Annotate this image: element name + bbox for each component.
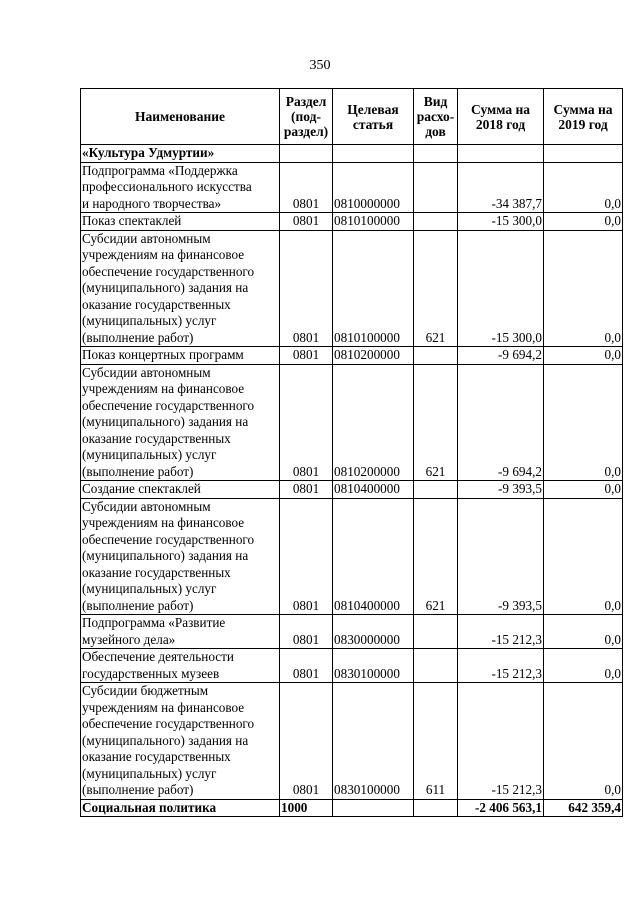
header-section: Раздел (под-раздел) <box>280 89 333 145</box>
row-name: Субсидии автономным учреждениям на финансовое обеспечение государственного (муниципального) задания на оказание государственных (муниципальных) услуг (выполнение работ) <box>81 364 280 481</box>
row-section <box>280 145 333 163</box>
header-target: Целевая статья <box>333 89 414 145</box>
header-sum-2019: Сумма на 2019 год <box>544 89 623 145</box>
row-section: 0801 <box>280 213 333 231</box>
row-sum-2018: -15 300,0 <box>458 213 544 231</box>
table-row <box>81 615 623 649</box>
row-sum-2019: 0,0 <box>544 213 623 231</box>
row-target: 0810000000 <box>333 162 414 213</box>
table-row <box>81 145 623 163</box>
row-section: 1000 <box>280 799 333 817</box>
table-row <box>81 498 623 615</box>
row-target <box>333 799 414 817</box>
header-type: Вид расхо-дов <box>414 89 458 145</box>
row-section: 0801 <box>280 615 333 649</box>
row-sum-2019: 0,0 <box>544 364 623 481</box>
table-row <box>81 347 623 365</box>
row-sum-2019: 0,0 <box>544 481 623 499</box>
row-name: Субсидии бюджетным учреждениям на финансовое обеспечение государственного (муниципального) задания на оказание государственных (муниципальных) услуг (выполнение работ) <box>81 683 280 800</box>
row-name: «Культура Удмуртии» <box>81 145 280 163</box>
row-name: Подпрограмма «Поддержка профессионального искусства и народного творчества» <box>81 162 280 213</box>
row-target: 0810200000 <box>333 347 414 365</box>
table-row <box>81 162 623 213</box>
table-row <box>81 230 623 347</box>
row-name: Показ спектаклей <box>81 213 280 231</box>
row-target: 0810400000 <box>333 481 414 499</box>
row-section: 0801 <box>280 481 333 499</box>
header-sum-2018: Сумма на 2018 год <box>458 89 544 145</box>
row-section: 0801 <box>280 230 333 347</box>
row-target: 0830000000 <box>333 615 414 649</box>
row-sum-2019: 0,0 <box>544 230 623 347</box>
row-type <box>414 162 458 213</box>
row-target: 0810400000 <box>333 498 414 615</box>
row-sum-2019 <box>544 145 623 163</box>
row-sum-2019: 642 359,4 <box>544 799 623 817</box>
row-section: 0801 <box>280 347 333 365</box>
row-type: 621 <box>414 498 458 615</box>
row-sum-2018: -15 212,3 <box>458 683 544 800</box>
row-type <box>414 615 458 649</box>
row-type: 611 <box>414 683 458 800</box>
row-sum-2018: -9 393,5 <box>458 498 544 615</box>
row-sum-2018: -9 694,2 <box>458 347 544 365</box>
row-type: 621 <box>414 364 458 481</box>
row-section: 0801 <box>280 649 333 683</box>
row-sum-2019: 0,0 <box>544 615 623 649</box>
row-type <box>414 145 458 163</box>
row-sum-2018 <box>458 145 544 163</box>
table-row-total <box>81 799 623 817</box>
table-row <box>81 481 623 499</box>
row-sum-2018: -15 212,3 <box>458 649 544 683</box>
row-type <box>414 799 458 817</box>
table-row <box>81 364 623 481</box>
row-section: 0801 <box>280 498 333 615</box>
row-target <box>333 145 414 163</box>
row-section: 0801 <box>280 364 333 481</box>
table-row <box>81 649 623 683</box>
row-sum-2018: -9 694,2 <box>458 364 544 481</box>
row-sum-2018: -34 387,7 <box>458 162 544 213</box>
row-name: Субсидии автономным учреждениям на финансовое обеспечение государственного (муниципального) задания на оказание государственных (муниципальных) услуг (выполнение работ) <box>81 498 280 615</box>
row-section: 0801 <box>280 683 333 800</box>
row-name: Социальная политика <box>81 799 280 817</box>
table-header-row <box>81 89 623 145</box>
row-target: 0810100000 <box>333 213 414 231</box>
row-sum-2018: -9 393,5 <box>458 481 544 499</box>
row-type: 621 <box>414 230 458 347</box>
row-sum-2019: 0,0 <box>544 162 623 213</box>
row-section: 0801 <box>280 162 333 213</box>
row-name: Субсидии автономным учреждениям на финансовое обеспечение государственного (муниципального) задания на оказание государственных (муниципальных) услуг (выполнение работ) <box>81 230 280 347</box>
row-sum-2018: -15 212,3 <box>458 615 544 649</box>
row-name: Подпрограмма «Развитие музейного дела» <box>81 615 280 649</box>
row-sum-2018: -2 406 563,1 <box>458 799 544 817</box>
row-sum-2018: -15 300,0 <box>458 230 544 347</box>
table-row <box>81 213 623 231</box>
row-name: Обеспечение деятельности государственных музеев <box>81 649 280 683</box>
row-sum-2019: 0,0 <box>544 347 623 365</box>
row-sum-2019: 0,0 <box>544 649 623 683</box>
budget-table <box>80 88 623 817</box>
row-target: 0830100000 <box>333 649 414 683</box>
row-sum-2019: 0,0 <box>544 498 623 615</box>
header-name: Наименование <box>81 89 280 145</box>
row-name: Показ концертных программ <box>81 347 280 365</box>
row-sum-2019: 0,0 <box>544 683 623 800</box>
row-target: 0830100000 <box>333 683 414 800</box>
row-type <box>414 347 458 365</box>
page-number: 350 <box>309 58 331 73</box>
table-row <box>81 683 623 800</box>
row-type <box>414 481 458 499</box>
row-name: Создание спектаклей <box>81 481 280 499</box>
row-target: 0810200000 <box>333 364 414 481</box>
row-target: 0810100000 <box>333 230 414 347</box>
row-type <box>414 649 458 683</box>
row-type <box>414 213 458 231</box>
